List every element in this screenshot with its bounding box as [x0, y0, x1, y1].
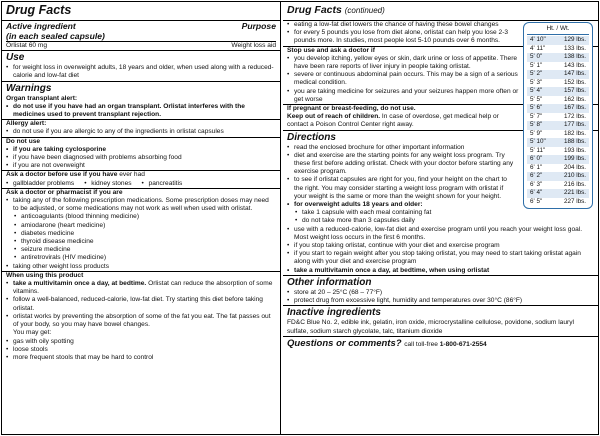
left-column: [2, 2, 281, 434]
inactive-ingredients-title: Inactive ingredients: [283, 305, 598, 319]
list-item: • take a multivitamin once a day, at bedtime. Orlistat can reduce the absorption of some vitamins.: [6, 280, 276, 296]
may-get-label: You may get:: [13, 329, 52, 337]
directions-title: Directions: [283, 130, 598, 144]
list-item: • taking any of the following prescription medications. Some prescription doses may need to be adjusted, or some medications may not work as well when used with orlistat.: [6, 197, 276, 213]
chart-height: 5' 3": [530, 78, 543, 86]
list-item: • take a multivitamin once a day, at bedtime, when using orlistat: [287, 267, 594, 275]
chart-height: 6' 1": [530, 163, 543, 171]
drug-facts-title: Drug Facts: [2, 2, 280, 21]
chart-row: [527, 130, 589, 139]
list-item: • to see if orlistat capsules are right for you, find your height on the chart to the right. You may consider starting a weight loss program with orlistat if your weight is the same or more than the weight shown for your height.: [287, 176, 594, 201]
active-ingredient-section: [2, 21, 280, 50]
directions: [283, 144, 598, 275]
chart-weight: 172 lbs.: [563, 112, 586, 120]
list-item: • do not take more than 3 capsules daily: [287, 217, 594, 225]
chart-height: 5' 8": [530, 121, 543, 129]
list-item: • pancreatitis: [142, 180, 183, 188]
chart-weight: 152 lbs.: [563, 78, 586, 86]
list-item: • gas with oily spotting: [6, 338, 276, 346]
list-item: • follow a well-balanced, reduced-calorie, low-fat diet. Try starting this diet before taking orlistat.: [6, 296, 276, 312]
chart-weight: 157 lbs.: [563, 87, 586, 95]
list-item: • do not use if you have had an organ transplant. Orlistat interferes with the medicines used to prevent transplant rejection.: [6, 103, 276, 119]
list-item: • eating a low-fat diet lowers the chance of having these bowel changes: [287, 21, 520, 29]
chart-height: 5' 4": [530, 87, 543, 95]
do-not-use: Do not use • if you are taking cyclosporine • if you have been diagnosed with problems absorbing food • if you are not overweight: [2, 137, 280, 171]
ask-doctor-pharmacist: Ask a doctor or pharmacist if you are • taking any of the following prescription medications. Some prescription doses may need to be adjusted, or some medications may not work as well when used with orlistat. • anticoagulants (blood thinning medicine) • amiodarone (heart medicine) • diabetes medicine • thyroid disease medicine • seizure medicine • antiretrovirals (HIV medicine) • taking other weight loss products: [2, 188, 280, 271]
chart-weight: 204 lbs.: [563, 163, 586, 171]
chart-row: [527, 96, 589, 105]
chart-row: [527, 104, 589, 113]
list-item: • severe or continuous abdominal pain occurs. This may be a sign of a serious medical condition.: [287, 71, 520, 87]
list-item: • anticoagulants (blood thinning medicine): [6, 213, 276, 221]
list-item: • do not use if you are allergic to any of the ingredients in orlistat capsules: [6, 128, 276, 136]
chart-height: 5' 6": [530, 104, 543, 112]
list-item: • for weight loss in overweight adults, 18 years and older, when used along with a reduced-calorie and low-fat diet: [6, 64, 276, 80]
chart-height: 6' 0": [530, 155, 543, 163]
chart-height: 5' 10": [530, 138, 546, 146]
list-item: • if you are taking cyclosporine: [6, 146, 276, 154]
chart-height: 6' 2": [530, 172, 543, 180]
chart-row: [527, 62, 589, 71]
list-item: • kidney stones: [84, 180, 131, 188]
purpose-value: Weight loss aid: [231, 42, 276, 49]
allergy-alert: Allergy alert: • do not use if you are allergic to any of the ingredients in orlistat capsules: [2, 119, 280, 136]
chart-weight: 227 lbs.: [563, 197, 586, 205]
drug-facts-continued-title: Drug Facts (continued): [283, 2, 598, 21]
chart-height: 6' 5": [530, 197, 543, 205]
chart-row: [527, 53, 589, 62]
list-item: • antiretrovirals (HIV medicine): [6, 254, 276, 262]
list-item: • amiodarone (heart medicine): [6, 222, 276, 230]
when-using: When using this product • take a multivitamin once a day, at bedtime. Orlistat can reduce the absorption of some vitamins. • follow a well-balanced, reduced-calorie, low-fat diet. Try starting this diet before taking orlistat. • orlistat works by preventing the absorption of some of the fat you eat. The fat passes out of your body, so you may have bowel changes. You may get: • gas with oily spotting • loose stools • more frequent stools that may be hard to control: [2, 271, 280, 362]
list-item: • for overweight adults 18 years and older:: [287, 201, 594, 209]
chart-row: [527, 121, 589, 130]
list-item: • store at 20 – 25°C (68 – 77°F): [287, 289, 594, 297]
chart-height: 5' 0": [530, 53, 543, 61]
questions-section: Questions or comments? call toll-free 1-800-671-2554: [283, 336, 598, 351]
list-item: • orlistat works by preventing the absorption of some of the fat you eat. The fat passes out of your body, so you may have bowel changes.: [6, 313, 276, 329]
purpose-heading: Purpose: [241, 21, 276, 31]
chart-weight: 143 lbs.: [563, 61, 586, 69]
phone-number: 1-800-671-2554: [439, 340, 487, 348]
chart-weight: 162 lbs.: [563, 95, 586, 103]
inactive-ingredients: FD&C Blue No. 2, edible ink, gelatin, iron oxide, microcrystalline cellulose, povidone, sodium lauryl sulfate, sodium starch glycolate, talc, titanium dioxide: [287, 319, 574, 335]
list-item: • if you stop taking orlistat, continue with your diet and exercise program: [287, 242, 594, 250]
chart-weight: 210 lbs.: [563, 172, 586, 180]
chart-height: 5' 11": [530, 146, 546, 154]
chart-row: [527, 113, 589, 122]
chart-weight: 129 lbs.: [563, 36, 586, 44]
stop-use: Stop use and ask a doctor if • you develop itching, yellow eyes or skin, dark urine or loss of appetite. There have been rare reports of liver injury in people taking orlistat. • severe or continuous abdominal pain occurs. This may be a sign of a serious medical condition. • you are taking medicine for seizures and your seizures happen more often or get worse: [283, 46, 598, 104]
list-item: • seizure medicine: [6, 246, 276, 254]
list-item: • use with a reduced-calorie, low-fat diet and exercise program until you reach your weight loss goal. Most weight loss occurs in the first 6 months.: [287, 226, 594, 242]
chart-height: 5' 2": [530, 70, 543, 78]
drug-facts-label: [1, 1, 599, 435]
chart-weight: 167 lbs.: [563, 104, 586, 112]
warnings-title: Warnings: [2, 81, 280, 95]
use-section: [2, 64, 280, 80]
chart-height: 5' 5": [530, 95, 543, 103]
chart-weight: 138 lbs.: [563, 53, 586, 61]
list-item: • more frequent stools that may be hard to control: [6, 354, 276, 362]
list-item: • if you have been diagnosed with problems absorbing food: [6, 154, 276, 162]
other-info: [283, 289, 598, 305]
list-item: • thyroid disease medicine: [6, 238, 276, 246]
list-item: • you are taking medicine for seizures and your seizures happen more often or get worse: [287, 88, 520, 104]
chart-row: [527, 70, 589, 79]
active-ingredient-value: Orlistat 60 mg: [6, 42, 48, 49]
chart-height: 6' 4": [530, 189, 543, 197]
list-item: • if you are not overweight: [6, 162, 276, 170]
chart-row: [527, 36, 589, 45]
list-item: • taking other weight loss products: [6, 263, 276, 271]
list-item: • gallbladder problems: [6, 180, 74, 188]
chart-row: [527, 87, 589, 96]
chart-weight: 193 lbs.: [563, 146, 586, 154]
chart-weight: 221 lbs.: [563, 189, 586, 197]
chart-height: 5' 9": [530, 129, 543, 137]
chart-height: 4' 11": [530, 44, 546, 52]
chart-height: 5' 7": [530, 112, 543, 120]
chart-weight: 182 lbs.: [563, 129, 586, 137]
pregnancy-warning: If pregnant or breast-feeding, do not use. Keep out of reach of children. In case of overdose, get medical help or contact a Poison Control Center right away.: [283, 104, 598, 130]
chart-row: [527, 45, 589, 54]
chart-height: 6' 3": [530, 180, 543, 188]
chart-weight: 177 lbs.: [563, 121, 586, 129]
chart-header: Ht. / Wt.: [527, 25, 589, 35]
list-item: • for every 5 pounds you lose from diet alone, orlistat can help you lose 2-3 pounds more. In studies, most people lost 5-10 pounds over 6 months.: [287, 29, 520, 45]
chart-weight: 216 lbs.: [563, 180, 586, 188]
list-item: • take 1 capsule with each meal containing fat: [287, 209, 594, 217]
chart-height: 5' 1": [530, 61, 543, 69]
chart-height: 4' 10": [530, 36, 546, 44]
transplant-alert: Organ transplant alert: • do not use if you have had an organ transplant. Orlistat interferes with the medicines used to prevent transplant rejection.: [2, 95, 280, 120]
use-title: Use: [2, 50, 280, 64]
chart-weight: 133 lbs.: [563, 44, 586, 52]
list-item: • loose stools: [6, 346, 276, 354]
list-item: • diet and exercise are the starting points for any weight loss program. Try these first before adding orlistat. Check with your doctor before starting any exercise program.: [287, 152, 594, 177]
other-info-title: Other information: [283, 275, 598, 289]
list-item: • you develop itching, yellow eyes or skin, dark urine or loss of appetite. There have been rare reports of liver injury in people taking orlistat.: [287, 55, 520, 71]
active-ingredient-heading: Active ingredient (in each sealed capsule): [6, 21, 105, 41]
list-item: • read the enclosed brochure for other important information: [287, 144, 594, 152]
ask-doctor: Ask a doctor before use if you have ever had • gallbladder problems • kidney stones • pancreatitis: [2, 170, 280, 187]
list-item: • protect drug from excessive light, humidity and temperatures over 30°C (86°F): [287, 297, 594, 305]
list-item: • if you start to regain weight after you stop taking orlistat, you may need to start taking orlistat again along with your diet and exercise program: [287, 250, 594, 266]
right-column: [283, 2, 598, 434]
chart-row: [527, 79, 589, 88]
list-item: • diabetes medicine: [6, 230, 276, 238]
chart-weight: 199 lbs.: [563, 155, 586, 163]
chart-weight: 188 lbs.: [563, 138, 586, 146]
chart-weight: 147 lbs.: [563, 70, 586, 78]
